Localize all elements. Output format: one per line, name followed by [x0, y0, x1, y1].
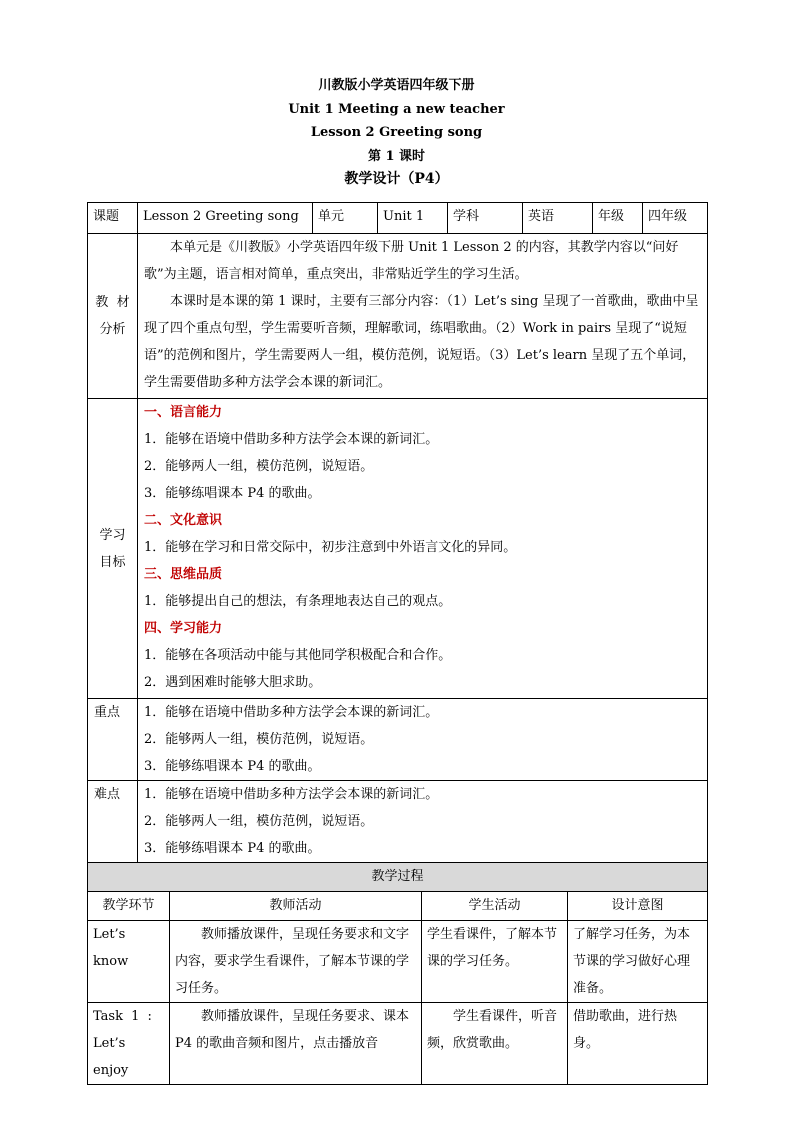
analysis-label [88, 234, 138, 399]
objectives-label [88, 399, 138, 699]
info-key-topic: 课题 [88, 203, 138, 234]
info-key-unit: 单元 [313, 203, 378, 234]
process-teacher-activity: 教师播放课件，呈现任务要求、课本 P4 的歌曲音频和图片，点击播放音 [170, 1003, 422, 1085]
objective-item: 3．能够练唱课本 P4 的歌曲。 [144, 486, 321, 501]
key-point-item: 3．能够练唱课本 P4 的歌曲。 [144, 759, 321, 774]
process-row [88, 1003, 708, 1085]
process-design-intent: 了解学习任务，为本节课的学习做好心理准备。 [568, 921, 708, 1003]
process-header-intent: 设计意图 [568, 892, 708, 921]
analysis-paragraph-1: 本单元是《川教版》小学英语四年级下册 Unit 1 Lesson 2 的内容，其教学内容以“问好歌”为主题，语言相对简单，重点突出，非常贴近学生的学习生活。 [144, 240, 679, 282]
document-header [0, 74, 793, 192]
key-point-item: 2．能够两人一组，模仿范例，说短语。 [144, 732, 374, 747]
process-stage: Task 1 : Let’s enjoy [88, 1003, 170, 1085]
objective-section-thinking: 三、思维品质 [144, 567, 223, 582]
objective-item: 2．能够两人一组，模仿范例，说短语。 [144, 459, 374, 474]
analysis-paragraph-2: 本课时是本课的第 1 课时，主要有三部分内容：（1）Let’s sing 呈现了一首歌曲，歌曲中呈现了四个重点句型，学生需要听音频，理解歌词，练唱歌曲。（2）Work in pairs 呈现了“说短语”的范例和图片，学生需要两人一组，模仿范例，说短语。（3）Let’s learn 呈现了五个单词，学生需要借助多种方法学会本课的新词汇。 [144, 294, 699, 390]
difficult-points-row [88, 781, 708, 863]
process-student-activity: 学生看课件，了解本节课的学习任务。 [422, 921, 568, 1003]
analysis-row [88, 234, 708, 399]
objective-item: 1．能够在学习和日常交际中，初步注意到中外语言文化的异同。 [144, 540, 517, 555]
process-student-activity: 学生看课件，听音频，欣赏歌曲。 [422, 1003, 568, 1085]
process-stage: Let’s know [88, 921, 170, 1003]
info-key-grade: 年级 [593, 203, 643, 234]
period-title: 第 1 课时 [367, 148, 426, 164]
teaching-process-table [87, 862, 708, 1085]
key-points-content [138, 699, 708, 781]
design-title: 教学设计（P4） [344, 171, 449, 187]
objective-item: 1．能够提出自己的想法，有条理地表达自己的观点。 [144, 594, 452, 609]
objective-section-culture: 二、文化意识 [144, 513, 223, 528]
difficult-points-label: 难点 [88, 781, 138, 863]
difficult-point-item: 1．能够在语境中借助多种方法学会本课的新词汇。 [144, 787, 439, 802]
info-key-subject: 学科 [448, 203, 523, 234]
objective-item: 1．能够在各项活动中能与其他同学积极配合和合作。 [144, 648, 452, 663]
unit-title: Unit 1 Meeting a new teacher [288, 101, 505, 117]
objectives-label-line2: 目标 [99, 554, 126, 570]
analysis-label-line1: 教 材 [95, 295, 130, 310]
info-value-unit: Unit 1 [378, 203, 448, 234]
key-points-row [88, 699, 708, 781]
lesson-title: Lesson 2 Greeting song [310, 125, 483, 140]
info-value-topic: Lesson 2 Greeting song [138, 203, 313, 234]
process-header-teacher: 教师活动 [170, 892, 422, 921]
objectives-label-line1: 学习 [99, 527, 126, 543]
info-row [88, 203, 708, 234]
process-title: 教学过程 [88, 863, 708, 892]
difficult-point-item: 3．能够练唱课本 P4 的歌曲。 [144, 841, 321, 856]
difficult-point-item: 2．能够两人一组，模仿范例，说短语。 [144, 814, 374, 829]
process-header-stage: 教学环节 [88, 892, 170, 921]
objective-item: 1．能够在语境中借助多种方法学会本课的新词汇。 [144, 432, 439, 447]
process-row [88, 921, 708, 1003]
key-point-item: 1．能够在语境中借助多种方法学会本课的新词汇。 [144, 705, 439, 720]
lesson-info-table [87, 202, 708, 863]
analysis-label-line2: 分析 [99, 322, 126, 337]
analysis-content [138, 234, 708, 399]
info-value-subject: 英语 [523, 203, 593, 234]
document-title: 川教版小学英语四年级下册 [318, 78, 475, 93]
process-header-student: 学生活动 [422, 892, 568, 921]
info-value-grade: 四年级 [643, 203, 708, 234]
process-teacher-activity: 教师播放课件，呈现任务要求和文字内容，要求学生看课件，了解本节课的学习任务。 [170, 921, 422, 1003]
process-title-row [88, 863, 708, 892]
objectives-content [138, 399, 708, 699]
objective-item: 2．遇到困难时能够大胆求助。 [144, 675, 322, 690]
objectives-row [88, 399, 708, 699]
process-header-row [88, 892, 708, 921]
key-points-label: 重点 [88, 699, 138, 781]
objective-section-language: 一、语言能力 [144, 405, 223, 420]
difficult-points-content [138, 781, 708, 863]
objective-section-learning: 四、学习能力 [144, 621, 223, 636]
process-design-intent: 借助歌曲，进行热身。 [568, 1003, 708, 1085]
